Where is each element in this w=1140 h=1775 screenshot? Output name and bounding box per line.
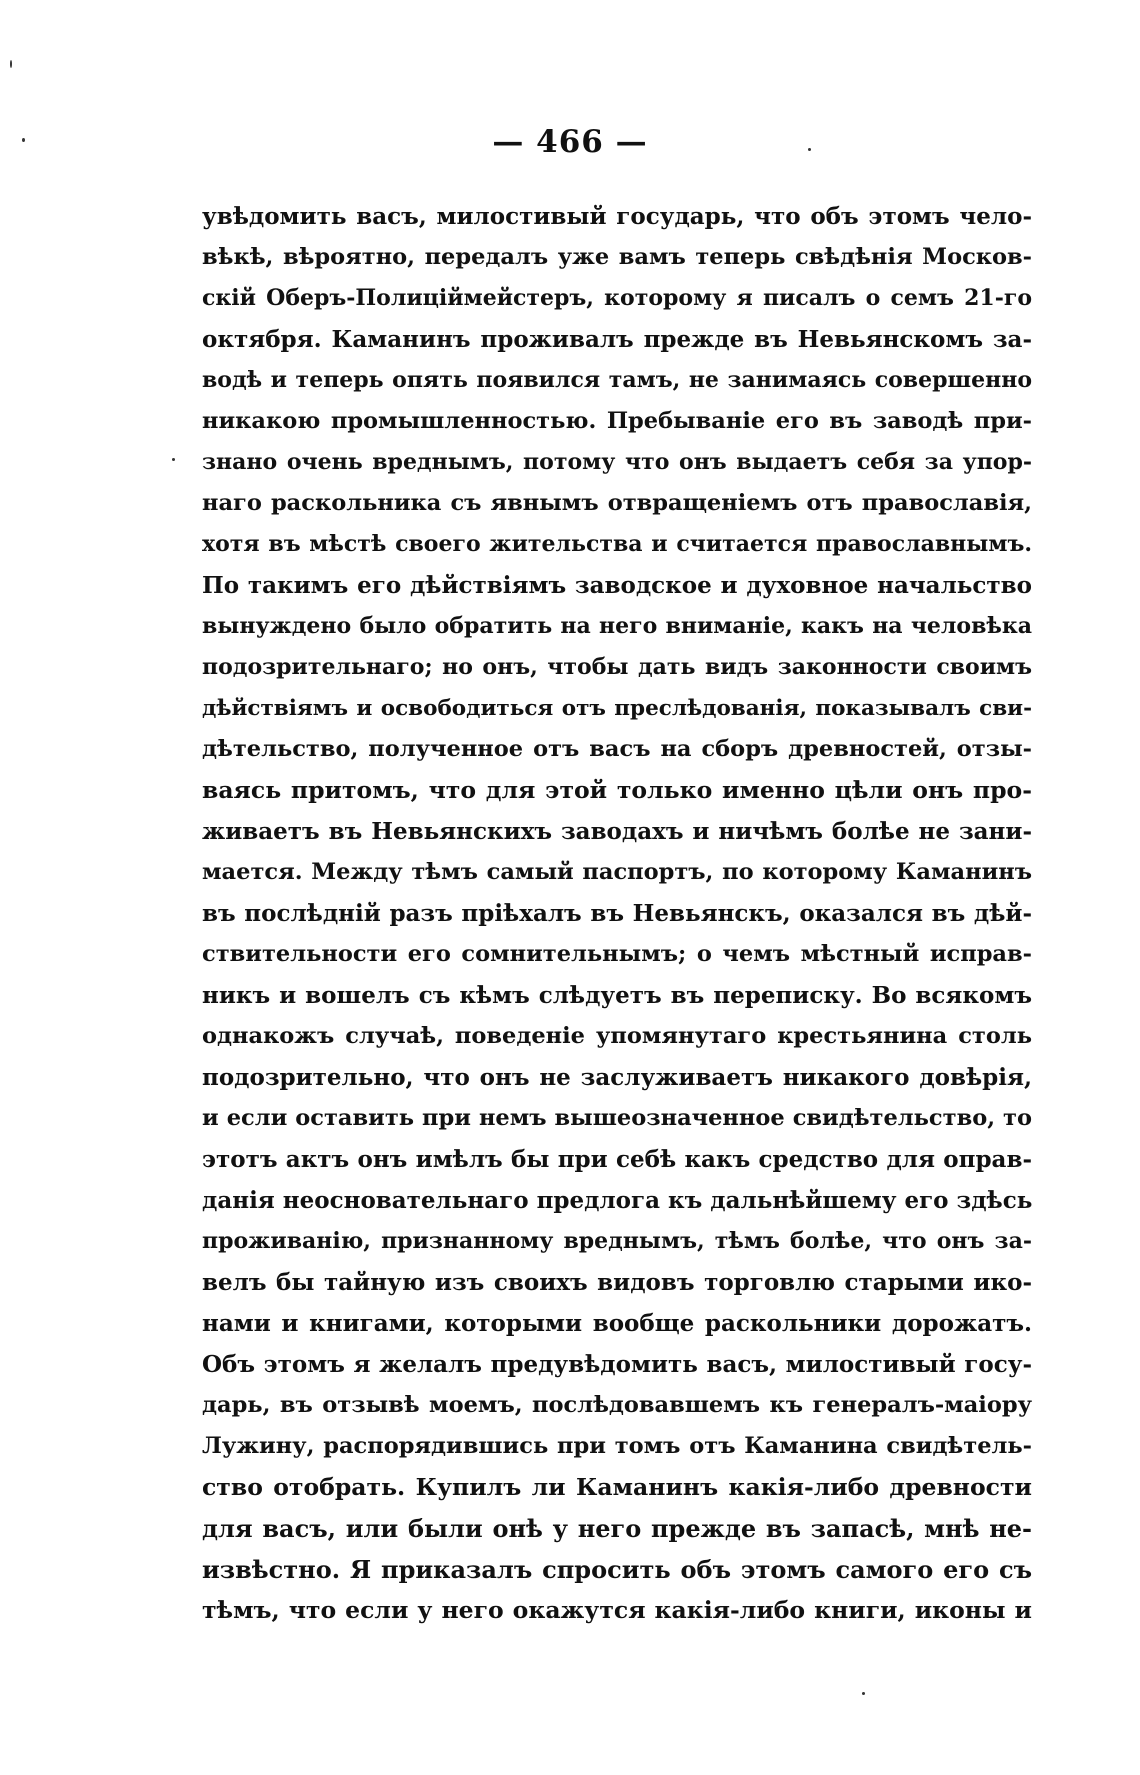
scan-speck bbox=[862, 1692, 865, 1695]
text-line: однакожъ случаѣ, поведеніе упомянутаго крестьянина столь bbox=[202, 1023, 1032, 1049]
text-line: хотя въ мѣстѣ своего жительства и считается православнымъ. bbox=[202, 531, 1032, 557]
text-line: дѣйствіямъ и освободиться отъ преслѣдованія, показывалъ сви- bbox=[202, 696, 1032, 721]
text-line: нами и книгами, которыми вообще раскольники дорожатъ. bbox=[202, 1310, 1032, 1337]
scan-speck bbox=[172, 458, 175, 461]
text-line: для васъ, или были онѣ у него прежде въ запасѣ, мнѣ не- bbox=[202, 1514, 1032, 1543]
text-line: скій Оберъ-Полиціймейстеръ, которому я писалъ о семъ 21-го bbox=[202, 285, 1032, 311]
text-line: извѣстно. Я приказалъ спросить объ этомъ самого его съ bbox=[202, 1555, 1032, 1584]
text-line: подозрительнаго; но онъ, чтобы дать видъ законности своимъ bbox=[202, 654, 1032, 680]
page-number: — 466 — bbox=[492, 124, 648, 160]
text-line: увѣдомить васъ, милостивый государь, что объ этомъ чело- bbox=[202, 203, 1032, 230]
text-line: и если оставить при немъ вышеозначенное свидѣтельство, то bbox=[202, 1105, 1032, 1131]
text-line: ство отобрать. Купилъ ли Каманинъ какія-либо древности bbox=[202, 1473, 1032, 1501]
text-line: въ послѣдній разъ пріѣхалъ въ Невьянскъ, оказался въ дѣй- bbox=[202, 900, 1032, 927]
text-line: живаетъ въ Невьянскихъ заводахъ и ничѣмъ болѣе не зани- bbox=[202, 818, 1032, 845]
text-line: никакою промышленностью. Пребываніе его въ заводѣ при- bbox=[202, 408, 1032, 434]
text-line: дѣтельство, полученное отъ васъ на сборъ древностей, отзы- bbox=[202, 736, 1032, 762]
text-line: велъ бы тайную изъ своихъ видовъ торговлю старыми ико- bbox=[202, 1269, 1032, 1296]
body-text bbox=[202, 196, 1032, 1631]
text-line: дарь, въ отзывѣ моемъ, послѣдовавшемъ къ генералъ-маіору bbox=[202, 1392, 1032, 1418]
text-line: октября. Каманинъ проживалъ прежде въ Невьянскомъ за- bbox=[202, 326, 1032, 353]
text-line: Объ этомъ я желалъ предувѣдомить васъ, милостивый госу- bbox=[202, 1351, 1032, 1378]
text-line: данія неосновательнаго предлога къ дальнѣйшему его здѣсь bbox=[202, 1187, 1033, 1214]
text-line: мается. Между тѣмъ самый паспортъ, по которому Каманинъ bbox=[202, 859, 1032, 885]
text-line: вынуждено было обратить на него вниманіе, какъ на человѣка bbox=[202, 613, 1032, 639]
text-line: Лужину, распорядившись при томъ отъ Каманина свидѣтель- bbox=[202, 1433, 1032, 1459]
text-line: вѣкѣ, вѣроятно, передалъ уже вамъ теперь свѣдѣнія Москов- bbox=[202, 244, 1032, 270]
text-line: тѣмъ, что если у него окажутся какія-либо книги, иконы и bbox=[202, 1596, 1032, 1624]
text-line: проживанію, признанному вреднымъ, тѣмъ болѣе, что онъ за- bbox=[202, 1228, 1032, 1254]
scan-speck bbox=[10, 60, 12, 68]
text-line: подозрительно, что онъ не заслуживаетъ никакого довѣрія, bbox=[202, 1064, 1032, 1091]
text-line: ствительности его сомнительнымъ; о чемъ мѣстный исправ- bbox=[202, 941, 1032, 967]
text-line: этотъ актъ онъ имѣлъ бы при себѣ какъ средство для оправ- bbox=[202, 1146, 1032, 1173]
text-line: никъ и вошелъ съ кѣмъ слѣдуетъ въ переписку. Во всякомъ bbox=[202, 982, 1032, 1009]
text-line: водѣ и теперь опять появился тамъ, не занимаясь совершенно bbox=[202, 367, 1032, 393]
text-line: знано очень вреднымъ, потому что онъ выдаетъ себя за упор- bbox=[202, 449, 1032, 475]
text-line: наго раскольника съ явнымъ отвращеніемъ отъ православія, bbox=[202, 490, 1032, 516]
text-line: ваясь притомъ, что для этой только именно цѣли онъ про- bbox=[202, 776, 1032, 804]
text-line: По такимъ его дѣйствіямъ заводское и духовное начальство bbox=[202, 572, 1032, 599]
